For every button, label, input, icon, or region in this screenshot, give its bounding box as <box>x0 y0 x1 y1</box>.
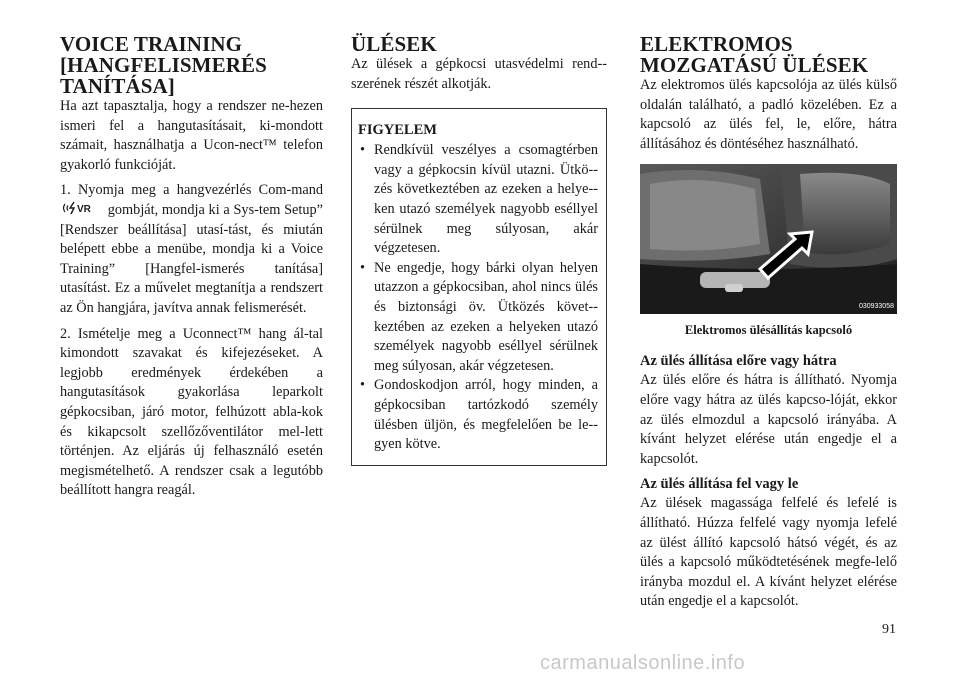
seats-intro: Az ülések a gépkocsi utasvédelmi rend-szerének részét alkotják. <box>351 56 607 92</box>
section-heading-power-seats: ELEKTROMOS MOZGATÁSÚ ÜLÉSEK <box>640 32 869 77</box>
forward-back-text: Az ülés előre és hátra is állítható. Nyomja előre vagy hátra az ülés kapcso-lóját, ekkor az ülés elmozdul a kapcsoló irányába. A kívánt helyzet elérése után engedje el a kapcsolót. <box>640 372 897 467</box>
voice-training-intro: Ha azt tapasztalja, hogy a rendszer ne-hezen ismeri fel a hangutasításait, ki-mondott számait, használhatja a Ucon-nect™ telefon gyakorló funkcióját. <box>60 98 323 173</box>
subheading-forward-back: Az ülés állítása előre vagy hátra <box>640 353 837 370</box>
warning-box <box>351 108 607 466</box>
warning-item: • Rendkívül veszélyes a csomagtérben vagy a gépkocsin kívül utazni. Ütkö-zés következtében az ezeken a helye-ken utazó személyek nagyobb eséllyel sérülnek meg súlyosan, akár végzetesen. <box>360 142 598 257</box>
warning-title: FIGYELEM <box>358 122 437 139</box>
column-seats <box>351 34 607 466</box>
seat-switch-photo <box>640 164 897 314</box>
warning-list <box>358 141 598 455</box>
voice-recognition-icon <box>60 201 104 215</box>
image-code: 030933058 <box>858 303 894 311</box>
section-heading-voice-training: VOICE TRAINING [HANGFELISMERÉS TANÍTÁSA] <box>60 32 267 98</box>
up-down-text: Az ülések magassága felfelé és lefelé is állítható. Húzza felfelé vagy nyomja lefelé az ülést állító kapcsoló hátsó végét, és az ülés a kapcsoló működtetésének megfe-lelő irányba mozdul el. A kívánt helyzet elérése után engedje el a kapcsolót. <box>640 495 897 610</box>
svg-text:VR: VR <box>77 203 91 215</box>
section-heading-seats: ÜLÉSEK <box>351 32 437 56</box>
voice-training-step-1: 1. Nyomja meg a hangvezérlés Com-mand VR gombját, mondja ki a Sys-tem Setup” [Rendszer beállítása] utasí-tást, és miután belépett ebbe a menübe, mondja ki a Voice Training” [Hangfel-ismerés tanítása] utasítást. Ez a művelet megtanítja a rendszert az Ön hangjára, javítva annak felismerését. <box>60 182 323 316</box>
image-caption: Elektromos ülésállítás kapcsoló <box>684 323 853 338</box>
page-number: 91 <box>882 622 896 637</box>
warning-item: • Gondoskodjon arról, hogy minden, a gépkocsiban tartózkodó személy ülésben üljön, és megfelelően be le-gyen kötve. <box>360 377 598 453</box>
voice-training-step-2: 2. Ismételje meg a Uconnect™ hang ál-tal kimondott szavakat és kifejezéseket. A legjobb eredmények érdekében a hangutasítások gyakorlása leparkolt gépkocsiban, járó motor, felhúzott abla-kok és kikapcsolt szellőzőventilátor mel-lett történjen. Az eljárás új felhasználó esetén megismételhető. A rendszer csak a legutóbb beállított hangra reagál. <box>60 325 323 499</box>
watermark: carmanualsonline.info <box>540 652 746 674</box>
seat-photo-illustration <box>640 164 897 314</box>
subheading-up-down: Az ülés állítása fel vagy le <box>640 476 799 493</box>
warning-item: • Ne engedje, hogy bárki olyan helyen utazzon a gépkocsiban, ahol nincs ülés és biztonsági öv. Ütközés követ-keztében az ezeken a helyeken utazó személyek nagyobb eséllyel sérülnek meg súlyosan, akár végzetesen. <box>360 259 598 374</box>
power-seats-intro: Az elektromos ülés kapcsolója az ülés külső oldalán található, a padló közelében. Ez a kapcsoló az ülés fel, le, előre, hátra állításához és döntéséhez használható. <box>640 77 897 152</box>
column-voice-training <box>60 34 323 501</box>
column-power-seats <box>640 34 897 612</box>
